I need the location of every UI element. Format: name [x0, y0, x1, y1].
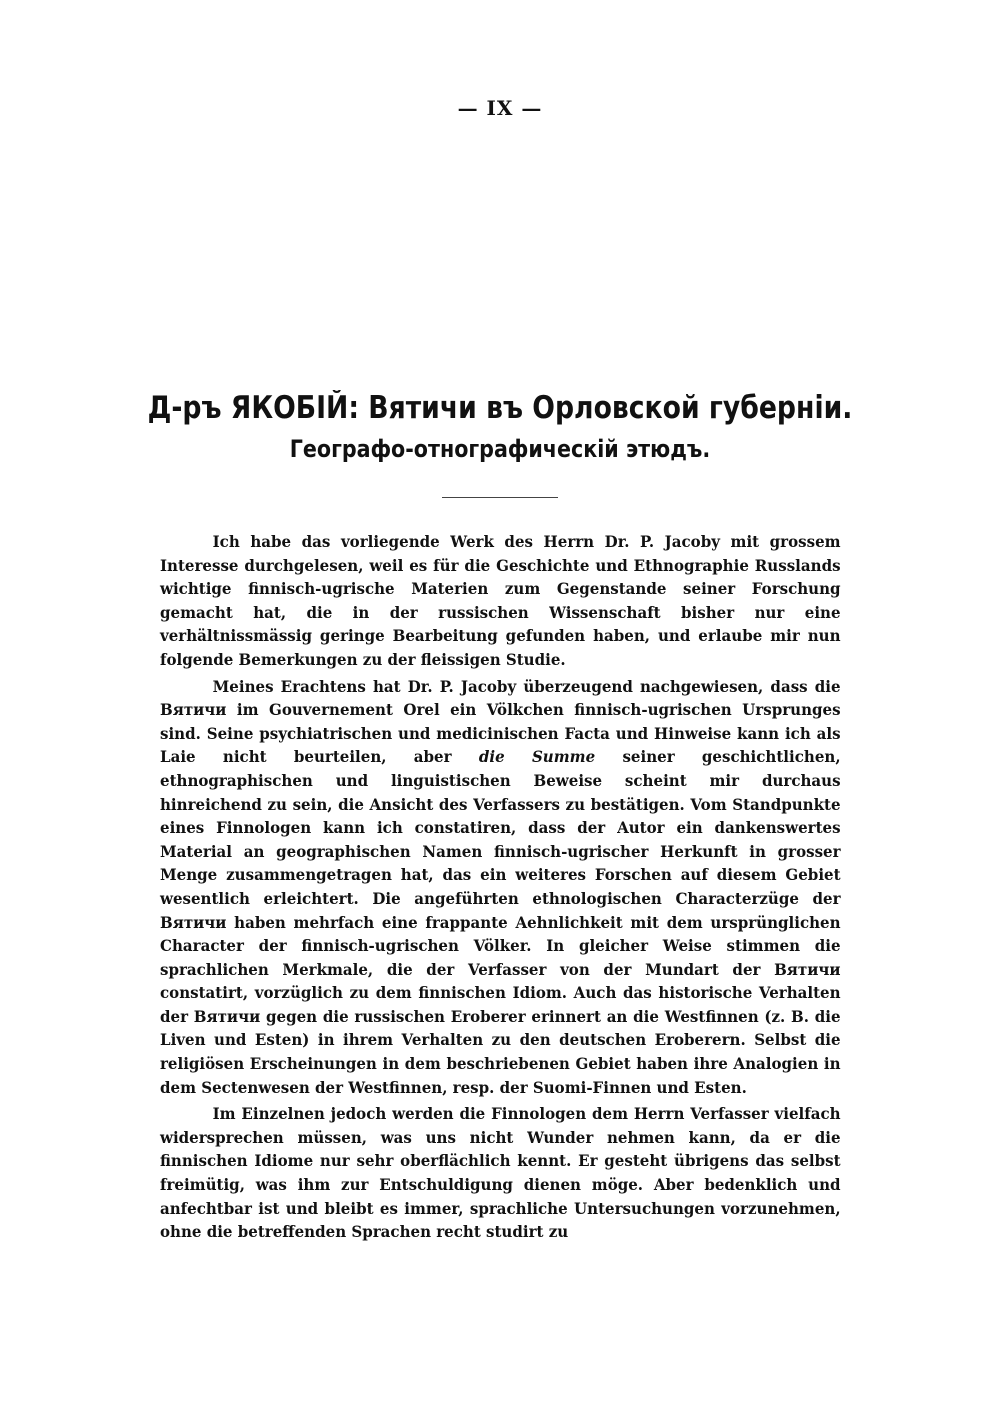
title-divider [442, 497, 558, 498]
paragraph-3 [160, 1102, 841, 1244]
paragraph-text: Ich habe das vorliegende Werk des Herrn Dr. P. Jacoby mit grossem Interesse durchgelesen, weil es für die Geschichte und Ethnographie Russlands wichtige finnisch-ugrische Materien zum Gegenstande seiner Forschung gemacht hat, die in der russischen Wissenschaft bisher nur eine verhältnissmässig geringe Bearbeitung gefunden haben, und erlaube mir nun folgende Bemerkungen zu der fleissigen Studie. [160, 532, 841, 669]
emphasis-text: die Summe [478, 747, 596, 767]
title-main: Д-ръ ЯКОБІЙ: Вятичи въ Орловской губерніи. [147, 390, 853, 426]
paragraph-text: Im Einzelnen jedoch werden die Finnologen dem Herrn Verfasser vielfach widersprechen müssen, was uns nicht Wunder nehmen kann, da er die finnischen Idiome nur sehr oberflächlich kennt. Er gesteht übrigens das selbst freimütig, was ihm zur Entschuldigung dienen möge. Aber bedenklich und anfechtbar ist und bleibt es immer, sprachliche Untersuchungen vorzunehmen, ohne die betreffenden Sprachen recht studirt zu [160, 1104, 841, 1242]
article-title [0, 388, 1000, 466]
paragraph-text: Meines Erachtens hat Dr. P. Jacoby überzeugend nachgewiesen, dass die Вятичи im Gouvernement Orel ein Völkchen finnisch-ugrischen Ursprunges sind. Seine psychiatrischen und medicinischen Facta und Hinweise kann ich als Laie nicht beurteilen, aber [160, 676, 841, 767]
paragraph-2 [160, 675, 841, 1100]
paragraph-1 [160, 530, 841, 672]
page-number: — IX — [457, 96, 543, 120]
title-subtitle: Географо-отнографическій этюдъ. [289, 435, 711, 463]
article-body [160, 530, 841, 1247]
paragraph-text: seiner geschichtlichen, ethnographischen und linguistischen Beweise scheint mir durchaus hinreichend zu sein, die Ansicht des Verfassers zu bestätigen. Vom Standpunkte eines Finnologen kann ich constatiren, dass der Autor ein dankenswertes Material an geographischen Namen finnisch-ugrischer Herkunft in grosser Menge zusammengetragen hat, das ein weiteres Forschen auf diesem Gebiet wesentlich erleichtert. Die angeführten ethnologischen Characterzüge der Вятичи haben mehrfach eine frappante Aehnlichkeit mit dem ursprünglichen Character der finnisch-ugrischen Völker. In gleicher Weise stimmen die sprachlichen Merkmale, die der Verfasser von der Mundart der Вятичи constatirt, vorzüglich zu dem finnischen Idiom. Auch das historische Verhalten der Вятичи gegen die russischen Eroberer erinnert an die Westfinnen (z. B. die Liven und Esten) in ihrem Verhalten zu den deutschen Eroberern. Selbst die religiösen Erscheinungen in dem beschriebenen Gebiet haben ihre Analogien in dem Sectenwesen der Westfinnen, resp. der Suomi-Finnen und Esten. [160, 747, 841, 1097]
